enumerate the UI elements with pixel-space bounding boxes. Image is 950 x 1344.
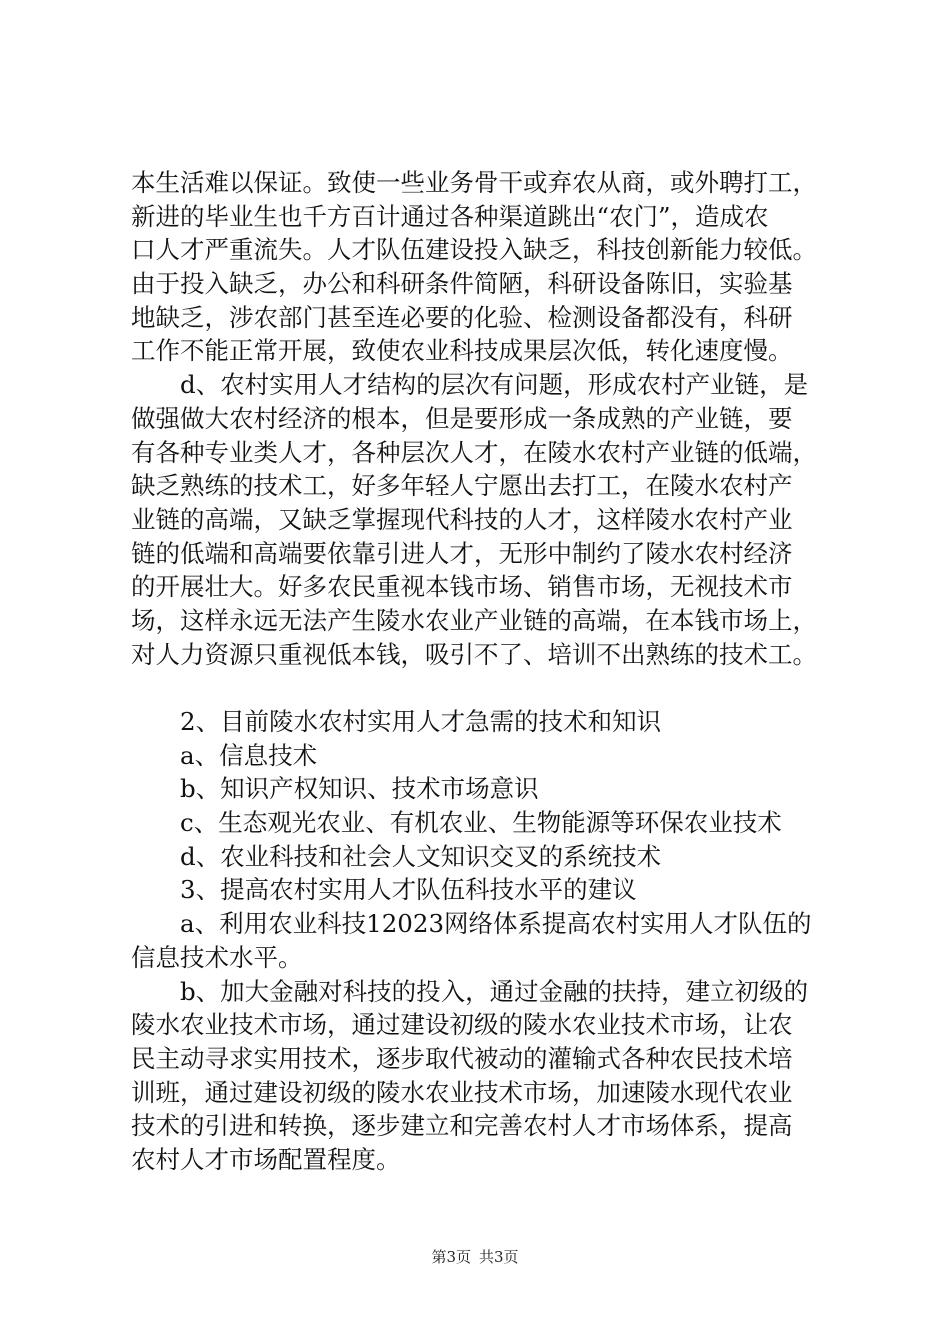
text-line: 本生活难以保证。致使一些业务骨干或弃农从商，或外聘打工，	[131, 168, 817, 197]
text-line: 的开展壮大。好多农民重视本钱市场、销售市场，无视技术市	[131, 572, 793, 602]
text-line: 由于投入缺乏，办公和科研条件简陋，科研设备陈旧，实验基	[131, 269, 793, 299]
section-heading: 2、目前陵水农村实用人才急需的技术和知识	[180, 707, 662, 736]
text-line: 新进的毕业生也千方百计通过各种渠道跳出“农门”，造成农	[131, 201, 769, 231]
text-line: 对人力资源只重视低本钱，吸引不了、培训不出熟练的技术工。	[131, 639, 817, 669]
text-line: 地缺乏，涉农部门甚至连必要的化验、检测设备都没有，科研	[131, 302, 793, 332]
text-line: 业链的高端，又缺乏掌握现代科技的人才，这样陵水农村产业	[131, 504, 793, 534]
text-line: 有各种专业类人才，各种层次人才，在陵水农村产业链的低端，	[131, 437, 817, 467]
text-line: b、加大金融对科技的投入，通过金融的扶持，建立初级的	[180, 976, 809, 1006]
list-item: a、信息技术	[180, 740, 318, 770]
text-line: 陵水农业技术市场，通过建设初级的陵水农业技术市场，让农	[131, 1010, 793, 1040]
text-line: 工作不能正常开展，致使农业科技成果层次低，转化速度慢。	[131, 336, 793, 366]
text-line: 农村人才市场配置程度。	[131, 1144, 401, 1174]
text-line: 民主动寻求实用技术，逐步取代被动的灌输式各种农民技术培	[131, 1043, 793, 1073]
text-line: 训班，通过建设初级的陵水农业技术市场，加速陵水现代农业	[131, 1077, 793, 1107]
text-line: a、利用农业科技12023网络体系提高农村实用人才队伍的	[180, 909, 812, 939]
text-line: 缺乏熟练的技术工，好多年轻人宁愿出去打工，在陵水农村产	[131, 471, 793, 501]
text-line: 场，这样永远无法产生陵水农业产业链的高端，在本钱市场上，	[131, 605, 817, 635]
page-number: 第3页	[431, 1248, 471, 1266]
text-line: 信息技术水平。	[131, 942, 303, 972]
text-line: d、农村实用人才结构的层次有问题，形成农村产业链，是	[180, 370, 809, 400]
list-item: c、生态观光农业、有机农业、生物能源等环保农业技术	[180, 808, 782, 838]
page-total: 共3页	[479, 1248, 519, 1266]
section-heading: 3、提高农村实用人才队伍科技水平的建议	[180, 875, 637, 905]
page-footer	[0, 1247, 950, 1267]
list-item: d、农业科技和社会人文知识交叉的系统技术	[180, 841, 662, 871]
paragraph-gap	[131, 671, 831, 705]
text-line: 做强做大农村经济的根本，但是要形成一条成熟的产业链，要	[131, 403, 793, 433]
text-line: 链的低端和高端要依靠引进人才，无形中制约了陵水农村经济	[131, 538, 793, 568]
text-line: 技术的引进和转换，逐步建立和完善农村人才市场体系，提高	[131, 1111, 793, 1141]
document-body	[131, 166, 831, 1177]
list-item: b、知识产权知识、技术市场意识	[180, 774, 539, 804]
text-line: 口人才严重流失。人才队伍建设投入缺乏，科技创新能力较低。	[131, 235, 817, 265]
